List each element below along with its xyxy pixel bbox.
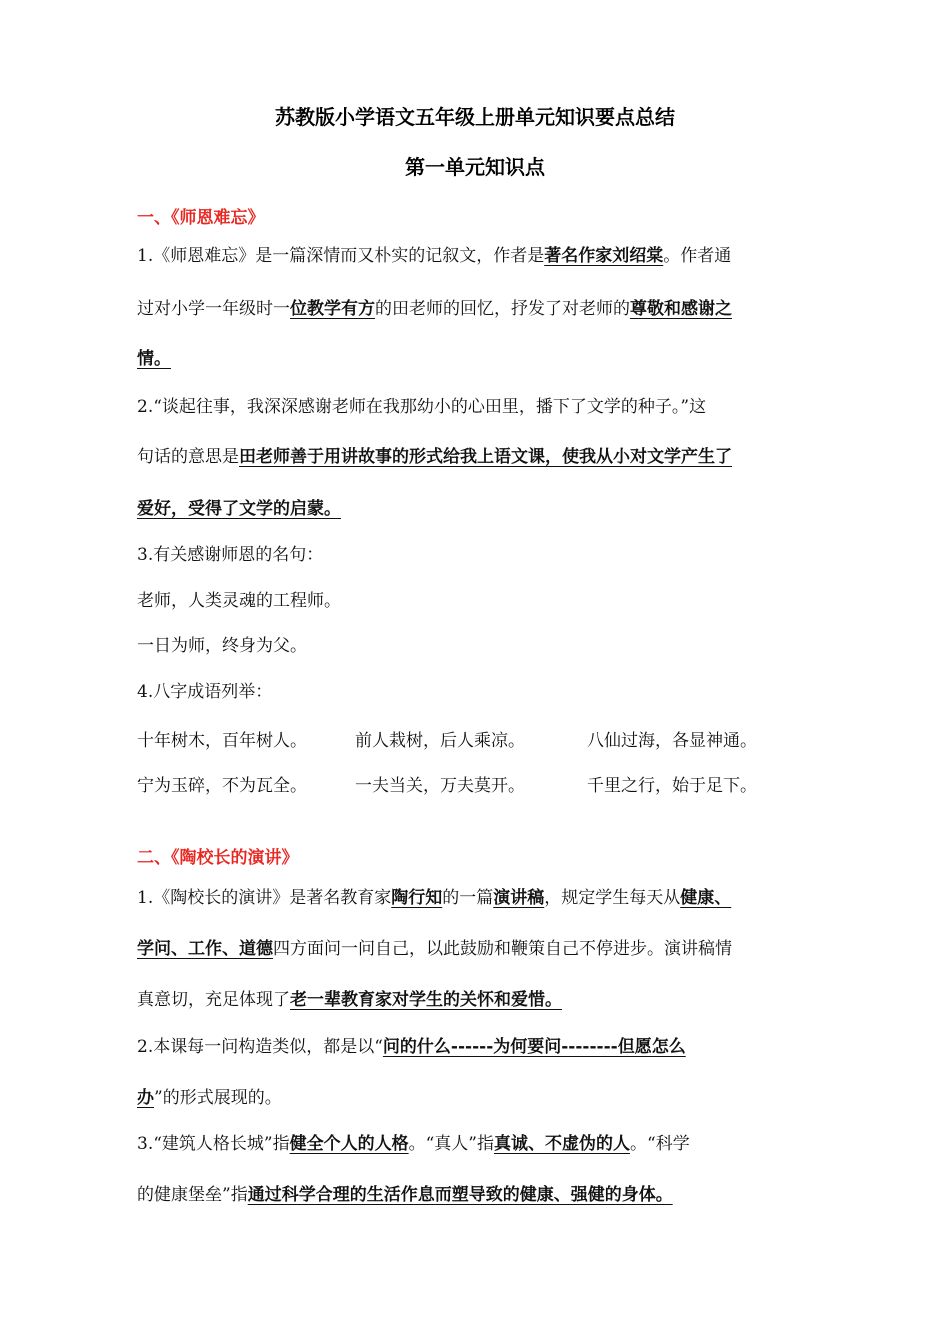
text-run: ”的形式展现的。: [154, 1088, 282, 1108]
paragraph-line: [137, 498, 809, 520]
paragraph-line: [137, 396, 809, 418]
key-point: 问的什么------为何要问--------但愿怎么: [382, 1037, 686, 1057]
key-point: 演讲稿: [493, 888, 545, 908]
text-run: 1.《陶校长的演讲》是著名教育家: [137, 888, 392, 908]
key-point: 田老师善于用讲故事的形式给我上语文课，使我从小对文学产生了: [239, 447, 732, 467]
paragraph-line: 4.八字成语列举：: [137, 682, 273, 702]
document-title: 苏教版小学语文五年级上册单元知识要点总结: [275, 105, 675, 129]
text-run: 的一篇: [442, 888, 494, 908]
unit-title: 第一单元知识点: [405, 155, 545, 179]
paragraph-line: [137, 887, 809, 909]
text-run: 3.“建筑人格长城”指: [137, 1134, 290, 1154]
text-run: 。“真人”指: [408, 1134, 494, 1154]
idiom-item: 千里之行，始于足下。: [587, 776, 757, 796]
text-run: 。作者通: [663, 246, 732, 266]
paragraph-line: 3.有关感谢师恩的名句：: [137, 545, 324, 565]
paragraph-line: [137, 1087, 809, 1109]
text-run: 句话的意思是: [137, 447, 239, 467]
key-point: 真诚、不虚伪的人: [494, 1134, 630, 1154]
key-point: 老一辈教育家对学生的关怀和爱惜。: [290, 990, 562, 1010]
section-heading-1: 一、《师恩难忘》: [137, 208, 265, 228]
key-point: 健全个人的人格: [289, 1134, 409, 1154]
key-point: 办: [137, 1088, 154, 1108]
text-run: 。“科学: [630, 1134, 690, 1154]
key-point: 著名作家刘绍棠: [544, 246, 664, 266]
section-heading-2: 二、《陶校长的演讲》: [137, 848, 299, 868]
key-point: 尊敬和感谢之: [630, 299, 732, 319]
idiom-item: 八仙过海，各显神通。: [587, 731, 757, 751]
paragraph-line: [137, 1184, 809, 1206]
text-run: 1.《师恩难忘》是一篇深情而又朴实的记叙文，作者是: [137, 246, 545, 266]
key-point: 情。: [137, 349, 171, 369]
paragraph-line: [137, 938, 809, 960]
text-run: 的田老师的回忆，抒发了对老师的: [375, 299, 630, 319]
text-run: 的健康堡垒”指: [137, 1185, 248, 1205]
text-run: 2.本课每一问构造类似，都是以“: [137, 1037, 383, 1057]
paragraph-line: [137, 245, 809, 267]
paragraph-line: [137, 298, 809, 320]
key-point: 陶行知: [391, 888, 443, 908]
text-run: 2.“谈起往事，我深深感谢老师在我那幼小的心田里，播下了文学的种子。”这: [137, 397, 707, 417]
key-point: 爱好，受得了文学的启蒙。: [137, 499, 341, 519]
paragraph-line: [137, 348, 809, 370]
key-point: 位教学有方: [290, 299, 375, 319]
text-run: ，规定学生每天从: [544, 888, 681, 908]
idiom-item: 十年树木，百年树人。: [137, 731, 307, 751]
key-point: 健康、: [680, 888, 732, 908]
text-run: 真意切，充足体现了: [137, 990, 290, 1010]
text-run: 过对小学一年级时一: [137, 299, 290, 319]
key-point: 学问、工作、道德: [137, 939, 273, 959]
paragraph-line: [137, 446, 809, 468]
key-point: 通过科学合理的生活作息而塑导致的健康、强健的身体。: [247, 1185, 673, 1205]
quote-line: 老师，人类灵魂的工程师。: [137, 591, 341, 611]
text-run: 四方面问一问自己，以此鼓励和鞭策自己不停进步。演讲稿情: [273, 939, 732, 959]
idiom-item: 前人栽树，后人乘凉。: [355, 731, 525, 751]
idiom-item: 宁为玉碎，不为瓦全。: [137, 776, 307, 796]
paragraph-line: [137, 989, 809, 1011]
idiom-item: 一夫当关，万夫莫开。: [355, 776, 525, 796]
paragraph-line: [137, 1036, 809, 1058]
paragraph-line: [137, 1133, 809, 1155]
quote-line: 一日为师，终身为父。: [137, 636, 307, 656]
